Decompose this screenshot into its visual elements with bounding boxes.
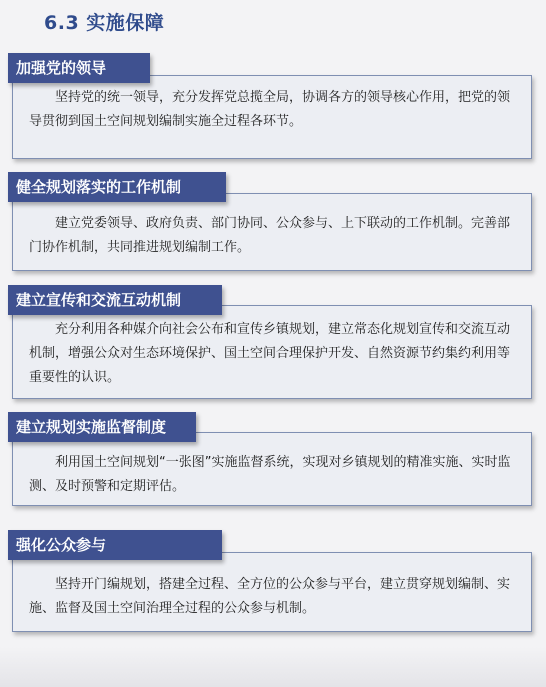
section-publicity-mechanism — [8, 285, 536, 405]
section-body-box — [12, 305, 532, 399]
section-heading: 建立宣传和交流互动机制 — [16, 291, 182, 309]
section-heading-tab — [8, 412, 196, 442]
section-heading-tab — [8, 530, 222, 560]
section-heading: 强化公众参与 — [16, 536, 107, 554]
section-public-participation — [8, 530, 536, 640]
section-body: 坚持党的统一领导，充分发挥党总揽全局，协调各方的领导核心作用，把党的领导贯彻到国土空间规划编制实施全过程各环节。 — [29, 90, 511, 129]
section-heading-tab — [8, 172, 226, 202]
section-supervision-system — [8, 412, 536, 514]
section-heading: 健全规划落实的工作机制 — [16, 178, 182, 196]
section-body: 坚持开门编规划，搭建全过程、全方位的公众参与平台，建立贯穿规划编制、实施、监督及国土空间治理全过程的公众参与机制。 — [29, 577, 511, 616]
section-party-leadership — [8, 53, 536, 165]
section-body-box — [12, 432, 532, 506]
page-title: 6.3 实施保障 — [44, 12, 165, 34]
section-heading-tab — [8, 53, 150, 83]
section-heading: 建立规划实施监督制度 — [16, 418, 167, 436]
section-body: 建立党委领导、政府负责、部门协同、公众参与、上下联动的工作机制。完善部门协作机制，共同推进规划编制工作。 — [29, 216, 511, 255]
footer-band — [0, 647, 546, 687]
section-body-box — [12, 75, 532, 159]
section-body-box — [12, 552, 532, 632]
section-body: 充分利用各种媒介向社会公布和宣传乡镇规划，建立常态化规划宣传和交流互动机制，增强公众对生态环境保护、国土空间合理保护开发、自然资源节约集约利用等重要性的认识。 — [29, 322, 511, 385]
section-body: 利用国土空间规划“一张图”实施监督系统，实现对乡镇规划的精准实施、实时监测、及时预警和定期评估。 — [29, 455, 511, 494]
section-work-mechanism — [8, 172, 536, 278]
section-body-box — [12, 193, 532, 271]
section-heading: 加强党的领导 — [16, 59, 107, 77]
section-heading-tab — [8, 285, 222, 315]
